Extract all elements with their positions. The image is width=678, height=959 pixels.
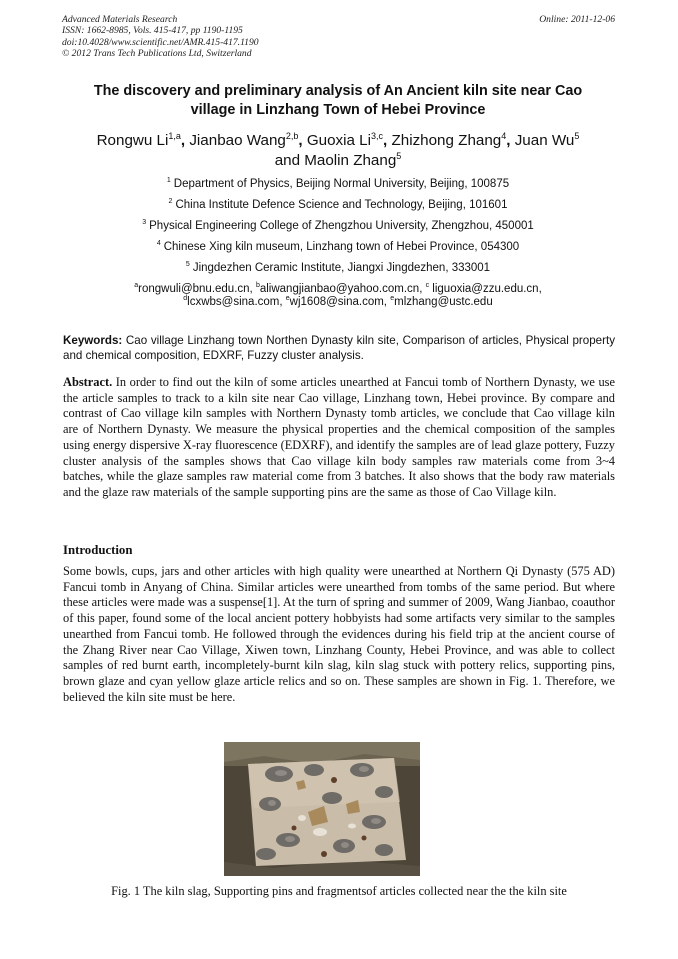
email-address: lcxwbs@sina.com, (187, 296, 286, 308)
author-name: Zhizhong Zhang (391, 132, 502, 149)
affiliation-number: 5 (185, 261, 190, 268)
journal-name: Advanced Materials Research (62, 14, 178, 25)
keywords-label: Keywords: (63, 334, 123, 347)
author-name: Maolin Zhang (304, 152, 397, 169)
email-address: aliwangjianbao@yahoo.com.cn, (259, 283, 426, 295)
email-address: liguoxia@zzu.edu.cn, (429, 283, 542, 295)
email-line-2 (58, 296, 618, 309)
keywords-block (63, 334, 615, 363)
author-superscript: 3,c (371, 131, 384, 141)
journal-header (62, 14, 259, 59)
author-name: Guoxia Li (306, 132, 371, 149)
journal-copyright: © 2012 Trans Tech Publications Ltd, Switzerland (62, 47, 252, 59)
author-separator: , (506, 132, 515, 149)
email-address: rongwuli@bnu.edu.cn, (138, 283, 256, 295)
affiliation-number: 4 (156, 240, 161, 247)
affiliation-text: Department of Physics, Beijing Normal University, Beijing, 100875 (173, 178, 510, 190)
email-superscript: e (390, 295, 395, 302)
affiliation-text: Jingdezhen Ceramic Institute, Jiangxi Jingdezhen, 333001 (192, 262, 491, 274)
email-superscript: e (285, 295, 290, 302)
author-conjunction: and (274, 152, 305, 169)
author-line-1 (58, 131, 618, 151)
author-name: Rongwu Li (96, 132, 169, 149)
email-line-1 (58, 283, 618, 296)
affiliation-text: Chinese Xing kiln museum, Linzhang town of Hebei Province, 054300 (163, 241, 520, 253)
email-superscript: b (255, 282, 260, 289)
abstract-label: Abstract. (63, 375, 113, 389)
online-date: Online: 2011-12-06 (539, 14, 615, 25)
author-name: Jianbao Wang (189, 132, 286, 149)
email-superscript: c (425, 282, 430, 289)
author-separator: , (298, 132, 307, 149)
author-line-2 (58, 151, 618, 171)
affiliation (58, 198, 618, 212)
email-superscript: d (183, 295, 188, 302)
author-superscript: 5 (396, 151, 402, 161)
email-address: wj1608@sina.com, (289, 296, 391, 308)
affiliation (58, 240, 618, 254)
affiliation-number: 2 (168, 198, 173, 205)
title-line-1: The discovery and preliminary analysis of An Ancient kiln site near Cao (93, 83, 583, 99)
email-superscript: a (134, 282, 139, 289)
title-line-2: village in Linzhang Town of Hebei Province (190, 102, 486, 118)
journal-doi: doi:10.4028/www.scientific.net/AMR.415-417.1190 (62, 36, 259, 48)
affiliation (58, 177, 618, 191)
kiln-samples-photo-illustration (224, 742, 420, 876)
author-superscript: 2,b (285, 131, 299, 141)
section-heading-introduction: Introduction (63, 543, 133, 557)
author-superscript: 4 (501, 131, 507, 141)
author-name: Juan Wu (514, 132, 575, 149)
figure-caption: Fig. 1 The kiln slag, Supporting pins and fragmentsof articles collected near the the kiln site (111, 884, 567, 898)
author-separator: , (383, 132, 392, 149)
author-superscript: 1,a (168, 131, 181, 141)
author-separator: , (180, 132, 190, 149)
introduction-paragraph: Some bowls, cups, jars and other articles with high quality were unearthed at Northern Qi Dynasty (575 AD) Fancui tomb in Anyang of China. Similar articles were unearthed from tombs of the same period. But where these articles were made was a suspense[1]. At the turn of spring and summer of 2009, Wang Jianbao, coauthor of this paper, found some of the local ancient pottery hobbyists had some artifacts very similar to the samples unearthed from Fancui tomb. He followed through the evidences during his field trip at the ancient course of the Zhang River near Cao Village, Xiwen town, Linzhang County, Hebei Province, and was able to collect samples of red burnt earth, incompletely-burnt kiln slag, kiln slag stuck with pottery relics, supporting pins, brown glaze and cyan yellow glaze article relics and so on. These samples are shown in Fig. 1. Therefore, we believed the kiln site must be here. (63, 564, 615, 704)
figure-kiln-samples-photo (224, 742, 420, 876)
email-address: mlzhang@ustc.edu (394, 296, 493, 308)
author-list (58, 131, 618, 171)
affiliation-number: 3 (142, 219, 147, 226)
abstract-text: In order to find out the kiln of some articles unearthed at Fancui tomb of Northern Dynasty, we use the article samples to track to a kiln site near Cao village, Linzhang town, Hebei province. By compare and contrast of Cao village kiln samples with Northern Dynasty tomb articles, we conclude that Cao village kiln are of Northern Dynasty. We measure the physical properties and the chemical composition of the samples using energy dispersive X-ray fluorescence (EDXRF), and identify the samples are of lead glaze pottery, Fuzzy cluster analysis of the samples shows that Cao village kiln body samples raw materials come from 3~4 batches, while the glaze samples raw material come from 3 batches. It also shows that the body raw materials and the glaze raw materials of the sample supporting pins are the same as those of Cao Village kiln. (63, 375, 615, 499)
affiliation-text: China Institute Defence Science and Technology, Beijing, 101601 (175, 199, 508, 211)
author-emails (58, 283, 618, 309)
affiliation (58, 261, 618, 275)
keywords-text: Cao village Linzhang town Northen Dynasty kiln site, Comparison of articles, Physical property and chemical composition, EDXRF, Fuzzy cluster analysis. (63, 334, 615, 362)
journal-issn: ISSN: 1662-8985, Vols. 415-417, pp 1190-1195 (62, 25, 243, 37)
abstract-block (63, 375, 615, 501)
affiliation-text: Physical Engineering College of Zhengzhou University, Zhengzhou, 450001 (149, 220, 534, 232)
author-superscript: 5 (574, 131, 580, 141)
affiliation-number: 1 (166, 177, 171, 184)
affiliation (58, 219, 618, 233)
paper-title (58, 82, 618, 120)
